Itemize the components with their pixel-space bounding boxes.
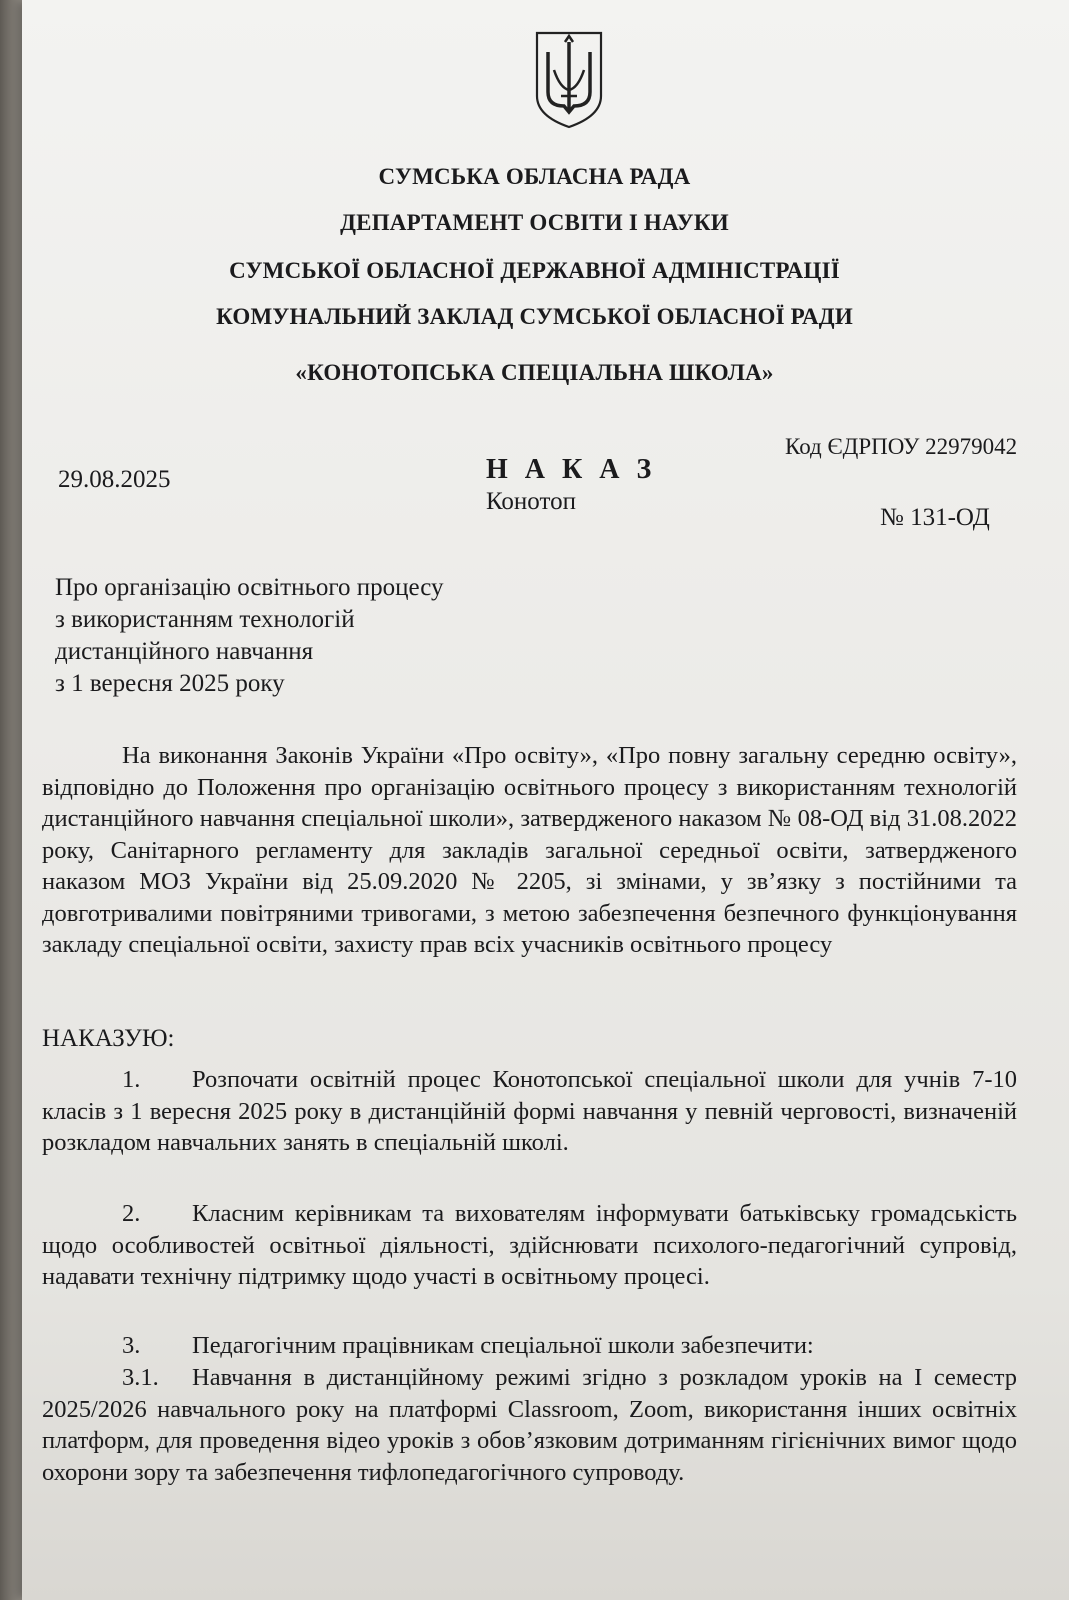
school-name: «КОНОТОПСЬКА СПЕЦІАЛЬНА ШКОЛА» [295,360,774,385]
item-text: Педагогічним працівникам спеціальної школи забезпечити: [192,1332,814,1359]
order-title: Н А К А З [486,454,657,485]
item-number: 3.1. [122,1364,159,1391]
subject-line: з 1 вересня 2025 року [55,670,285,697]
item-text: Розпочати освітній процес Конотопської спеціальної школи для учнів 7-10 класів з 1 вересня 2025 року в дистанційній формі навчання у певній черговості, визначеній розкладом навчальних занять в спеціальній школі. [42,1066,1017,1156]
order-item [42,1198,1017,1293]
header-line-4: КОМУНАЛЬНИЙ ЗАКЛАД СУМСЬКОЇ ОБЛАСНОЇ РАДИ [216,304,853,329]
subject-line: Про організацію освітнього процесу [55,574,444,601]
subject-line: з використанням технологій [55,606,355,633]
subject-line: дистанційного навчання [55,638,314,665]
order-item [42,1330,1017,1362]
item-text: Навчання в дистанційному режимі згідно з розкладом уроків на I семестр 2025/2026 навчального року на платформі Classroom, Zoom, використання інших освітніх платформ, для проведення відео уроків з обов’язковим дотриманням гігієнічних вимог щодо охорони зору та забезпечення тифлопедагогічного супроводу. [42,1364,1017,1486]
item-number: 3. [122,1332,141,1359]
edrpou-code: Код ЄДРПОУ 22979042 [785,434,1018,459]
header-line-3: СУМСЬКОЇ ОБЛАСНОЇ ДЕРЖАВНОЇ АДМІНІСТРАЦІЇ [229,258,840,283]
item-number: 1. [122,1066,141,1093]
order-date: 29.08.2025 [58,466,171,493]
order-city: Конотоп [486,488,576,515]
header-line-2: ДЕПАРТАМЕНТ ОСВІТИ І НАУКИ [340,210,729,235]
preamble-text: На виконання Законів України «Про освіту», «Про повну загальну середню освіту», відповідно до Положення про організацію освітнього процесу з використанням технологій дистанційного навчання спеціальної школи», затвердженого наказом № 08-ОД від 31.08.2022 року, Санітарного регламенту для закладів загальної середньої освіти, затвердженого наказом МОЗ України від 25.09.2020 № 2205, зі змінами, у зв’язку з постійними та довготривалими повітряними тривогами, з метою забезпечення безпечного функціонування закладу спеціальної освіти, захисту прав всіх учасників освітнього процесу [42,742,1017,958]
order-word: НАКАЗУЮ: [42,1025,175,1052]
order-item [42,1064,1017,1159]
item-text: Класним керівникам та вихователям інформувати батьківську громадськість щодо особливостей освітньої діяльності, здійснювати психолого-педагогічний супровід, надавати технічну підтримку щодо участі в освітньому процесі. [42,1200,1017,1290]
item-number: 2. [122,1200,141,1227]
coat-of-arms-icon [534,30,604,130]
order-item [42,1362,1017,1488]
header-line-1: СУМСЬКА ОБЛАСНА РАДА [378,164,691,189]
preamble-paragraph [42,740,1017,961]
order-number: № 131-ОД [880,504,990,531]
